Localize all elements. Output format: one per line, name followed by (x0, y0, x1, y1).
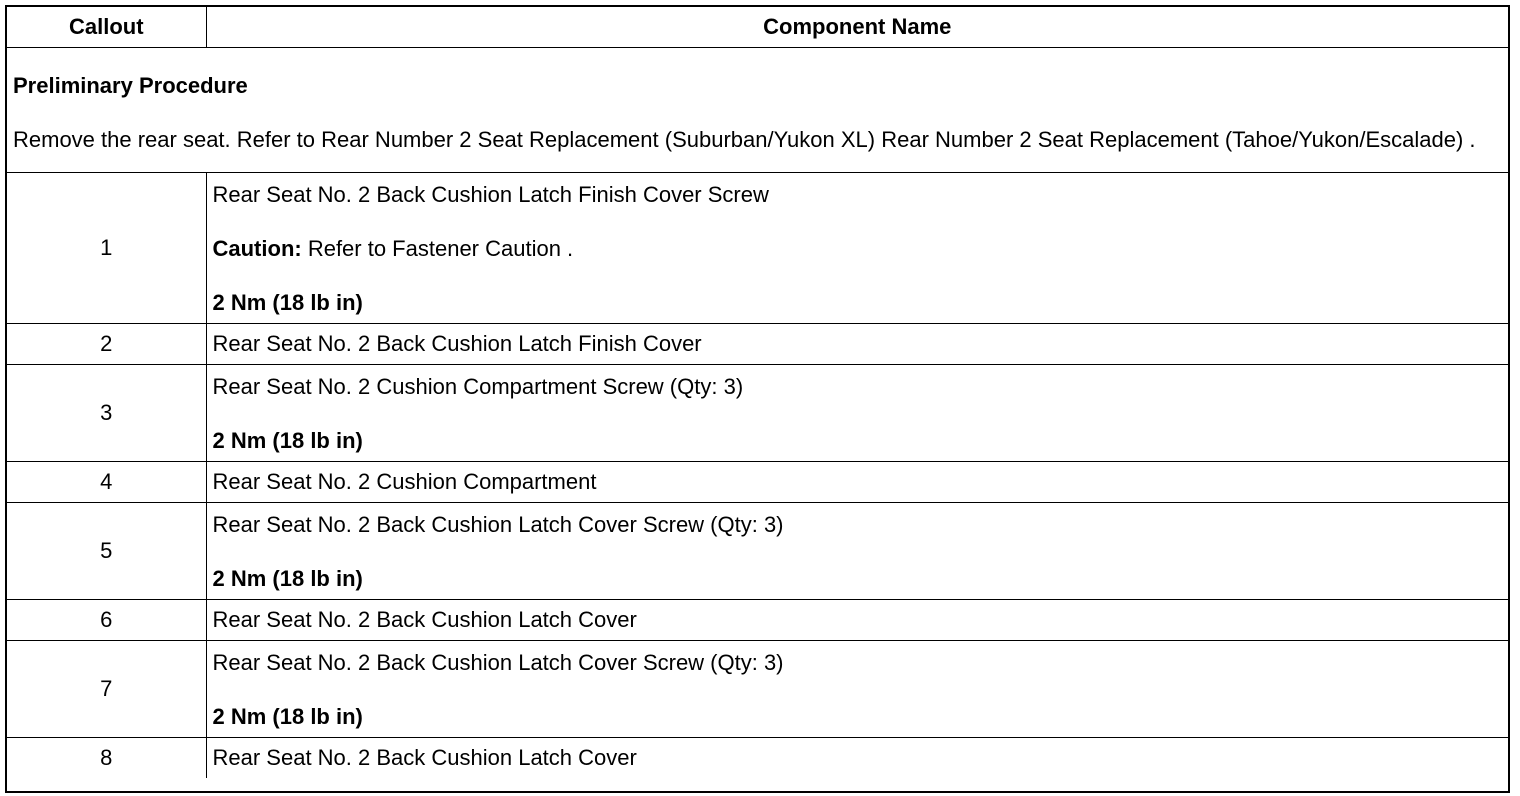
callout-number: 8 (7, 738, 206, 779)
component-name: Rear Seat No. 2 Back Cushion Latch Finish Cover Screw (212, 182, 769, 207)
component-name: Rear Seat No. 2 Back Cushion Latch Finish Cover (206, 324, 1508, 365)
component-table-sheet (5, 5, 1510, 793)
callout-column-header: Callout (7, 7, 206, 48)
component-name: Rear Seat No. 2 Back Cushion Latch Cover (206, 600, 1508, 641)
preliminary-procedure-cell (7, 48, 1508, 173)
callout-number: 3 (7, 365, 206, 462)
component-name: Rear Seat No. 2 Cushion Compartment Screw (Qty: 3) (212, 374, 744, 399)
table-row (7, 600, 1508, 641)
component-table (7, 7, 1508, 778)
table-row (7, 324, 1508, 365)
component-name-column-header: Component Name (206, 7, 1508, 48)
torque-spec: 2 Nm (18 lb in) (212, 290, 363, 315)
table-row (7, 738, 1508, 779)
component-name: Rear Seat No. 2 Back Cushion Latch Cover (206, 738, 1508, 779)
torque-spec: 2 Nm (18 lb in) (212, 566, 363, 591)
table-row (7, 462, 1508, 503)
table-row (7, 641, 1508, 738)
component-name: Rear Seat No. 2 Cushion Compartment (206, 462, 1508, 503)
component-cell (206, 173, 1508, 324)
table-row (7, 503, 1508, 600)
table-row (7, 173, 1508, 324)
torque-spec: 2 Nm (18 lb in) (212, 428, 363, 453)
component-name: Rear Seat No. 2 Back Cushion Latch Cover Screw (Qty: 3) (212, 650, 784, 675)
torque-spec: 2 Nm (18 lb in) (212, 704, 363, 729)
component-cell (206, 365, 1508, 462)
component-cell (206, 503, 1508, 600)
callout-number: 1 (7, 173, 206, 324)
table-row (7, 365, 1508, 462)
table-header-row (7, 7, 1508, 48)
callout-number: 6 (7, 600, 206, 641)
caution-note (213, 236, 1501, 262)
callout-number: 7 (7, 641, 206, 738)
caution-text: Refer to Fastener Caution . (301, 236, 574, 261)
preliminary-procedure-row (7, 48, 1508, 173)
preliminary-procedure-heading: Preliminary Procedure (13, 73, 248, 98)
caution-label: Caution: (212, 236, 302, 261)
component-name: Rear Seat No. 2 Back Cushion Latch Cover Screw (Qty: 3) (212, 512, 784, 537)
preliminary-procedure-text: Remove the rear seat. Refer to Rear Number 2 Seat Replacement (Suburban/Yukon XL) Rear Number 2 Seat Replacement (Tahoe/Yukon/Escalade) . (13, 127, 1476, 152)
callout-number: 4 (7, 462, 206, 503)
callout-number: 5 (7, 503, 206, 600)
component-cell (206, 641, 1508, 738)
callout-number: 2 (7, 324, 206, 365)
